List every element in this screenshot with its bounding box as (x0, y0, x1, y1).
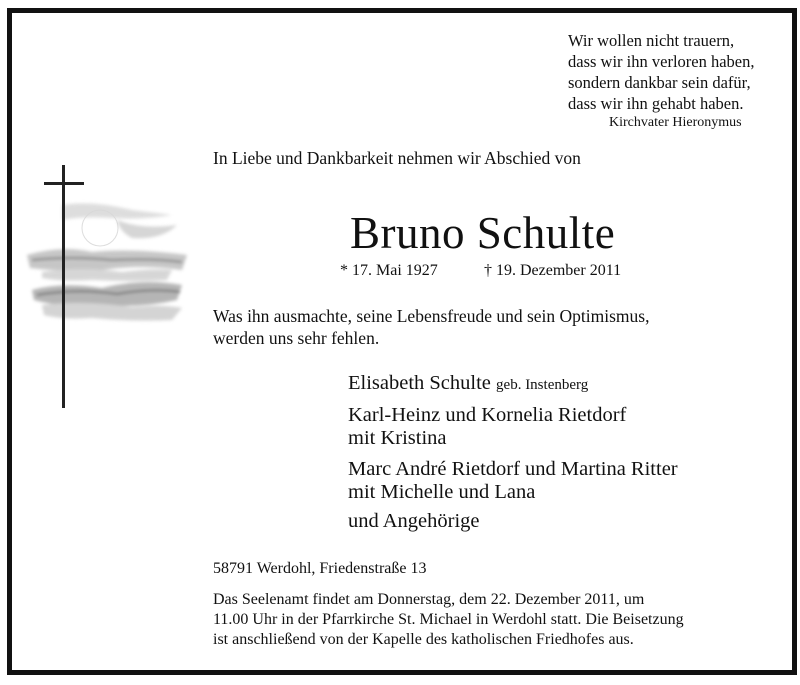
quote-line: werden uns sehr fehlen. (213, 328, 380, 348)
mourner-line: mit Kristina (348, 427, 447, 449)
poem (568, 30, 755, 114)
mourner-family-2 (348, 458, 678, 504)
mourner-spouse (348, 372, 588, 397)
cross-sea-sun-icon (22, 160, 192, 410)
quote-line: Was ihn ausmachte, seine Lebensfreude und sein Optimismus, (213, 306, 650, 326)
notice-line: ist anschließend von der Kapelle des katholischen Friedhofes aus. (213, 631, 634, 648)
quote (213, 305, 649, 349)
mourner-line: Karl-Heinz und Kornelia Rietdorf (348, 404, 627, 426)
notice-line: 11.00 Uhr in der Pfarrkirche St. Michael in Werdohl statt. Die Beisetzung (213, 611, 684, 628)
service-notice (213, 590, 684, 650)
deceased-name: Bruno Schulte (350, 208, 616, 258)
poem-author: Kirchvater Hieronymus (609, 115, 742, 130)
notice-line: Das Seelenamt findet am Donnerstag, dem 22. Dezember 2011, um (213, 591, 645, 608)
mourner-line: mit Michelle und Lana (348, 481, 536, 503)
poem-line: dass wir ihn gehabt haben. (568, 94, 744, 113)
poem-line: Wir wollen nicht trauern, (568, 31, 735, 50)
birth-date: * 17. Mai 1927 (340, 262, 438, 279)
poem-line: dass wir ihn verloren haben, (568, 52, 755, 71)
intro-text: In Liebe und Dankbarkeit nehmen wir Abschied von (213, 148, 581, 168)
death-date: † 19. Dezember 2011 (484, 262, 622, 279)
mourner-relatives: und Angehörige (348, 510, 480, 532)
maiden-name: geb. Instenberg (496, 377, 589, 393)
mourner-name: Elisabeth Schulte (348, 372, 491, 394)
mourner-family-1 (348, 404, 626, 450)
address: 58791 Werdohl, Friedenstraße 13 (213, 560, 427, 577)
poem-line: sondern dankbar sein dafür, (568, 73, 751, 92)
mourner-line: Marc André Rietdorf und Martina Ritter (348, 458, 678, 480)
